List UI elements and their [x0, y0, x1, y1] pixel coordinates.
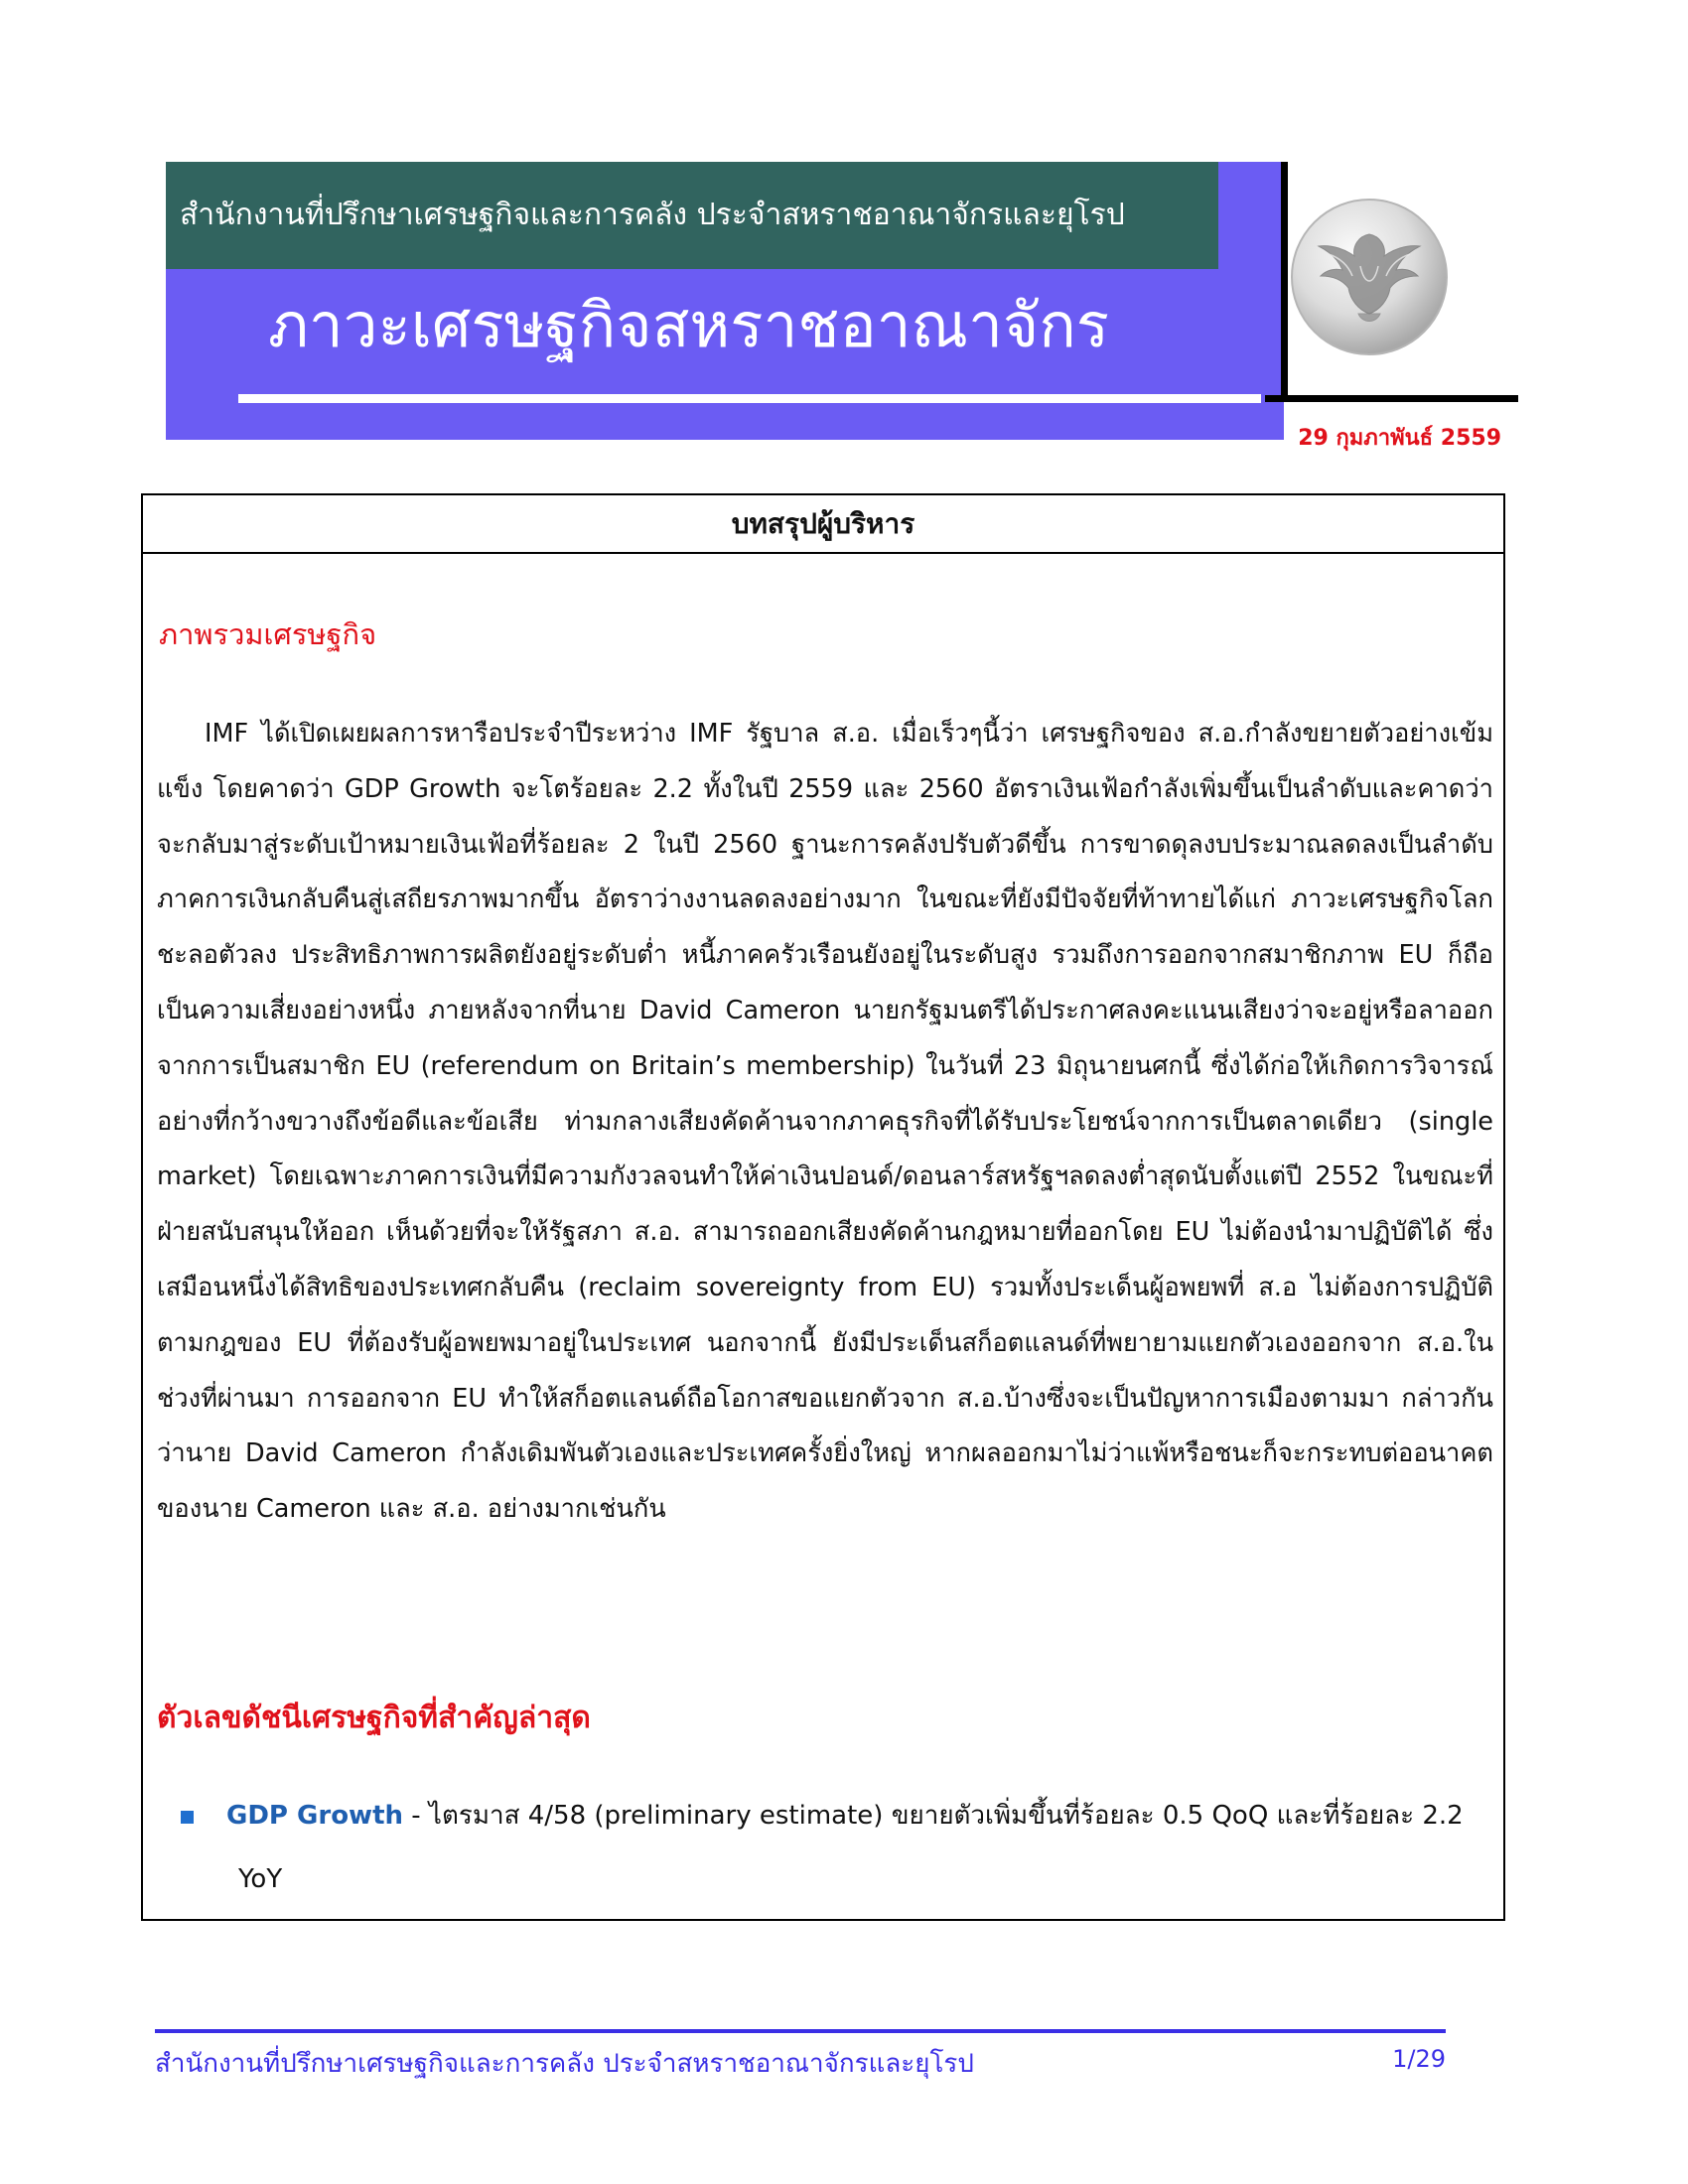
overview-paragraph: IMF ได้เปิดเผยผลการหารือประจำปีระหว่าง IMF รัฐบาล ส.อ. เมื่อเร็วๆนี้ว่า เศรษฐกิจของ ส.อ.กำลังขยายตัวอย่างเข้มแข็ง โดยคาดว่า GDP Growth จะโตร้อยละ 2.2 ทั้งในปี 2559 และ 2560 อัตราเงินเฟ้อกำลังเพิ่มขึ้นเป็นลำดับและคาดว่าจะกลับมาสู่ระดับเป้าหมายเงินเฟ้อที่ร้อยละ 2 ในปี 2560 ฐานะการคลังปรับตัวดีขึ้น การขาดดุลงบประมาณลดลงเป็นลำดับ ภาคการเงินกลับคืนสู่เสถียรภาพมากขึ้น อัตราว่างงานลดลงอย่างมาก ในขณะที่ยังมีปัจจัยที่ท้าทายได้แก่ ภาวะเศรษฐกิจโลกชะลอตัวลง ประสิทธิภาพการผลิตยังอยู่ระดับต่ำ หนี้ภาคครัวเรือนยังอยู่ในระดับสูง รวมถึงการออกจากสมาชิกภาพ EU ก็ถือเป็นความเสี่ยงอย่างหนึ่ง ภายหลังจากที่นาย David Cameron นายกรัฐมนตรีได้ประกาศลงคะแนนเสียงว่าจะอยู่หรือลาออกจากการเป็นสมาชิก EU (referendum on Britain’s membership) ในวันที่ 23 มิถุนายนศกนี้ ซึ่งได้ก่อให้เกิดการวิจารณ์อย่างที่กว้างขวางถึงข้อดีและข้อเสีย ท่ามกลางเสียงคัดค้านจากภาคธุรกิจที่ได้รับประโยชน์จากการเป็นตลาดเดียว (single market) โดยเฉพาะภาคการเงินที่มีความกังวลจนทำให้ค่าเงินปอนด์/ดอนลาร์สหรัฐฯลดลงต่ำสุดนับตั้งแต่ปี 2552 ในขณะที่ฝ่ายสนับสนุนให้ออก เห็นด้วยที่จะให้รัฐสภา ส.อ. สามารถออกเสียงคัดค้านกฎหมายที่ออกโดย EU ไม่ต้องนำมาปฏิบัติได้ ซึ่งเสมือนหนึ่งได้สิทธิของประเทศกลับคืน (reclaim sovereignty from EU) รวมทั้งประเด็นผู้อพยพที่ ส.อ ไม่ต้องการปฏิบัติตามกฎของ EU ที่ต้องรับผู้อพยพมาอยู่ในประเทศ นอกจากนี้ ยังมีประเด็นสก็อตแลนด์ที่พยายามแยกตัวเองออกจาก ส.อ.ในช่วงที่ผ่านมา การออกจาก EU ทำให้สก็อตแลนด์ถือโอกาสขอแยกตัวจาก ส.อ.บ้างซึ่งจะเป็นปัญหาการเมืองตามมา กล่าวกันว่านาย David Cameron กำลังเดิมพันตัวเองและประเทศครั้งยิ่งใหญ่ หากผลออกมาไม่ว่าแพ้หรือชนะก็จะกระทบต่ออนาคตของนาย Cameron และ ส.อ. อย่างมากเช่นกัน — [157, 719, 1493, 1525]
overview-heading: ภาพรวมเศรษฐกิจ — [159, 617, 377, 651]
indicator-text — [151, 1784, 1481, 1911]
header-rule-vertical — [1281, 162, 1288, 402]
indicator-label: GDP Growth — [226, 1801, 404, 1831]
organization-name: สำนักงานที่ปรึกษาเศรษฐกิจและการคลัง ประจำสหราชอาณาจักรและยุโรป — [166, 162, 1218, 269]
footer-organization: สำนักงานที่ปรึกษาเศรษฐกิจและการคลัง ประจำสหราชอาณาจักรและยุโรป — [155, 2049, 974, 2079]
page-number: 1/29 — [1392, 2045, 1446, 2073]
summary-header: บทสรุปผู้บริหาร — [143, 495, 1503, 554]
report-title: ภาวะเศรษฐกิจสหราชอาณาจักร — [268, 289, 1110, 361]
footer-rule — [155, 2029, 1446, 2033]
indicator-detail: - ไตรมาส 4/58 (preliminary estimate) ขยายตัวเพิ่มขึ้นที่ร้อยละ 0.5 QoQ และที่ร้อยละ 2.2 YoY — [238, 1801, 1464, 1894]
indicators-heading: ตัวเลขดัชนีเศรษฐกิจที่สำคัญล่าสุด — [157, 1701, 591, 1735]
garuda-emblem-icon — [1289, 197, 1450, 357]
header-rule — [1265, 395, 1518, 402]
executive-summary-box — [141, 493, 1505, 1921]
banner-divider — [238, 394, 1261, 403]
list-item — [181, 1798, 1481, 1925]
report-date: 29 กุมภาพันธ์ 2559 — [1298, 426, 1501, 451]
